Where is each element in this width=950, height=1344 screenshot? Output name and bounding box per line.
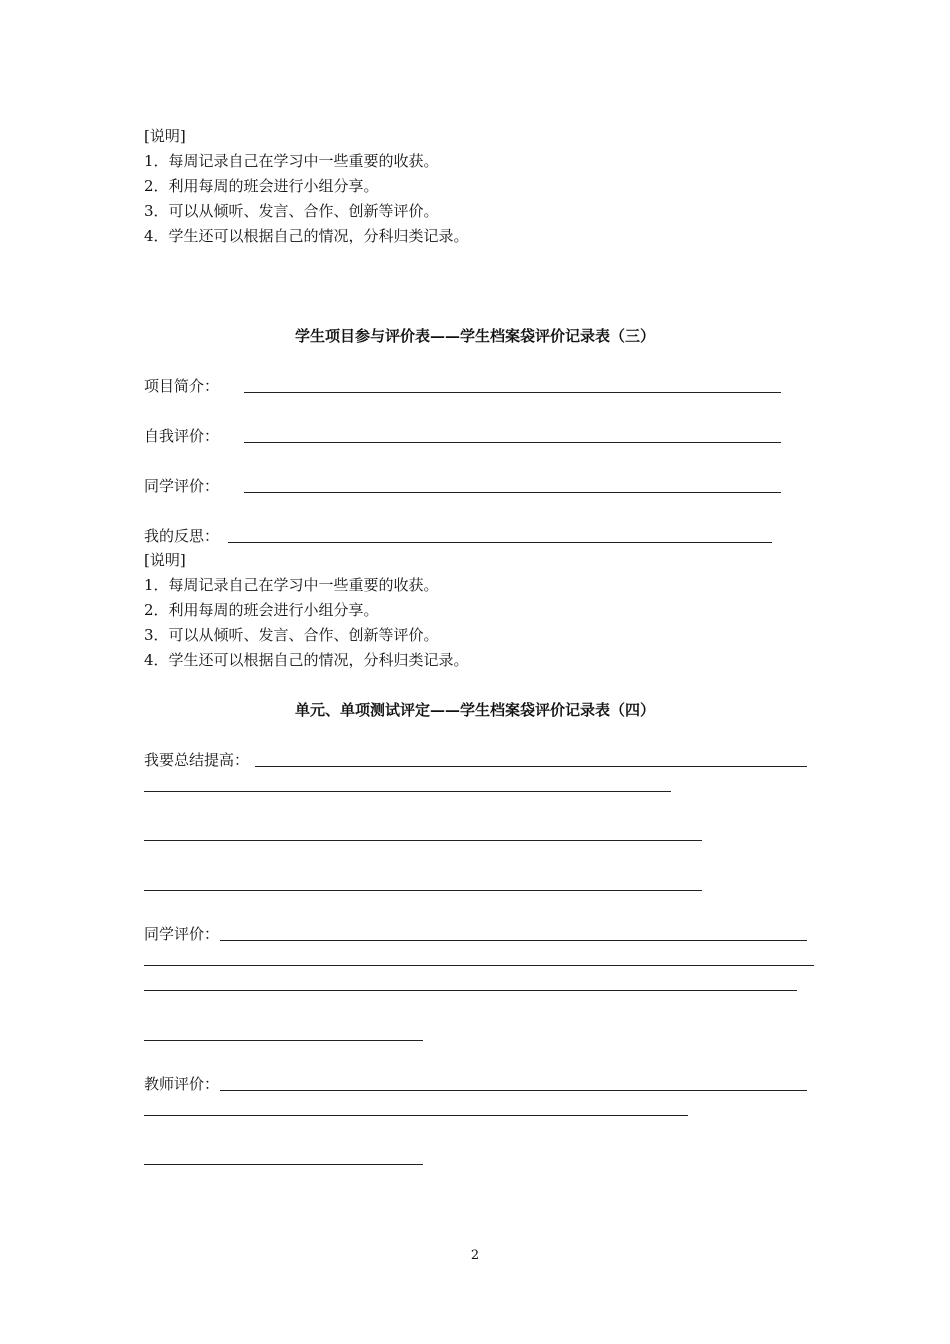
notes-heading-2: [说明] — [144, 551, 186, 569]
note-1-4: 4．学生还可以根据自己的情况，分科归类记录。 — [144, 227, 469, 245]
form4-teacher-line-2[interactable] — [144, 1115, 688, 1116]
note-1-3: 3．可以从倾听、发言、合作、创新等评价。 — [144, 202, 439, 220]
form4-summary-line-3[interactable] — [144, 840, 702, 841]
form4-summary-line-1[interactable] — [255, 766, 807, 767]
form4-peer-line-3[interactable] — [144, 990, 797, 991]
form3-self-label: 自我评价： — [144, 427, 220, 445]
form4-summary-line-2[interactable] — [144, 791, 671, 792]
note-1-2: 2．利用每周的班会进行小组分享。 — [144, 177, 379, 195]
form4-teacher-line-1[interactable] — [220, 1090, 807, 1091]
page-number: 2 — [470, 1248, 480, 1263]
form4-summary-label: 我要总结提高： — [144, 751, 250, 769]
form4-peer-line-2[interactable] — [144, 965, 814, 966]
form3-reflect-label: 我的反思： — [144, 527, 220, 545]
form4-peer-label: 同学评价： — [144, 925, 220, 943]
form4-title: 单元、单项测试评定——学生档案袋评价记录表（四） — [294, 701, 655, 719]
note-2-4: 4．学生还可以根据自己的情况，分科归类记录。 — [144, 651, 469, 669]
note-1-1: 1．每周记录自己在学习中一些重要的收获。 — [144, 152, 439, 170]
notes-heading-1: [说明] — [144, 127, 186, 145]
form4-teacher-label: 教师评价： — [144, 1075, 220, 1093]
form4-peer-line-4[interactable] — [144, 1040, 423, 1041]
form3-peer-label: 同学评价： — [144, 477, 220, 495]
form4-peer-line-1[interactable] — [220, 940, 807, 941]
form3-peer-line[interactable] — [244, 492, 781, 493]
note-2-3: 3．可以从倾听、发言、合作、创新等评价。 — [144, 626, 439, 644]
form3-title: 学生项目参与评价表——学生档案袋评价记录表（三） — [294, 327, 655, 345]
form3-self-line[interactable] — [244, 442, 781, 443]
note-2-2: 2．利用每周的班会进行小组分享。 — [144, 601, 379, 619]
form3-intro-label: 项目简介： — [144, 377, 220, 395]
form4-summary-line-4[interactable] — [144, 890, 702, 891]
form4-teacher-line-3[interactable] — [144, 1164, 423, 1165]
note-2-1: 1．每周记录自己在学习中一些重要的收获。 — [144, 576, 439, 594]
form3-intro-line[interactable] — [244, 392, 781, 393]
form3-reflect-line[interactable] — [228, 542, 772, 543]
